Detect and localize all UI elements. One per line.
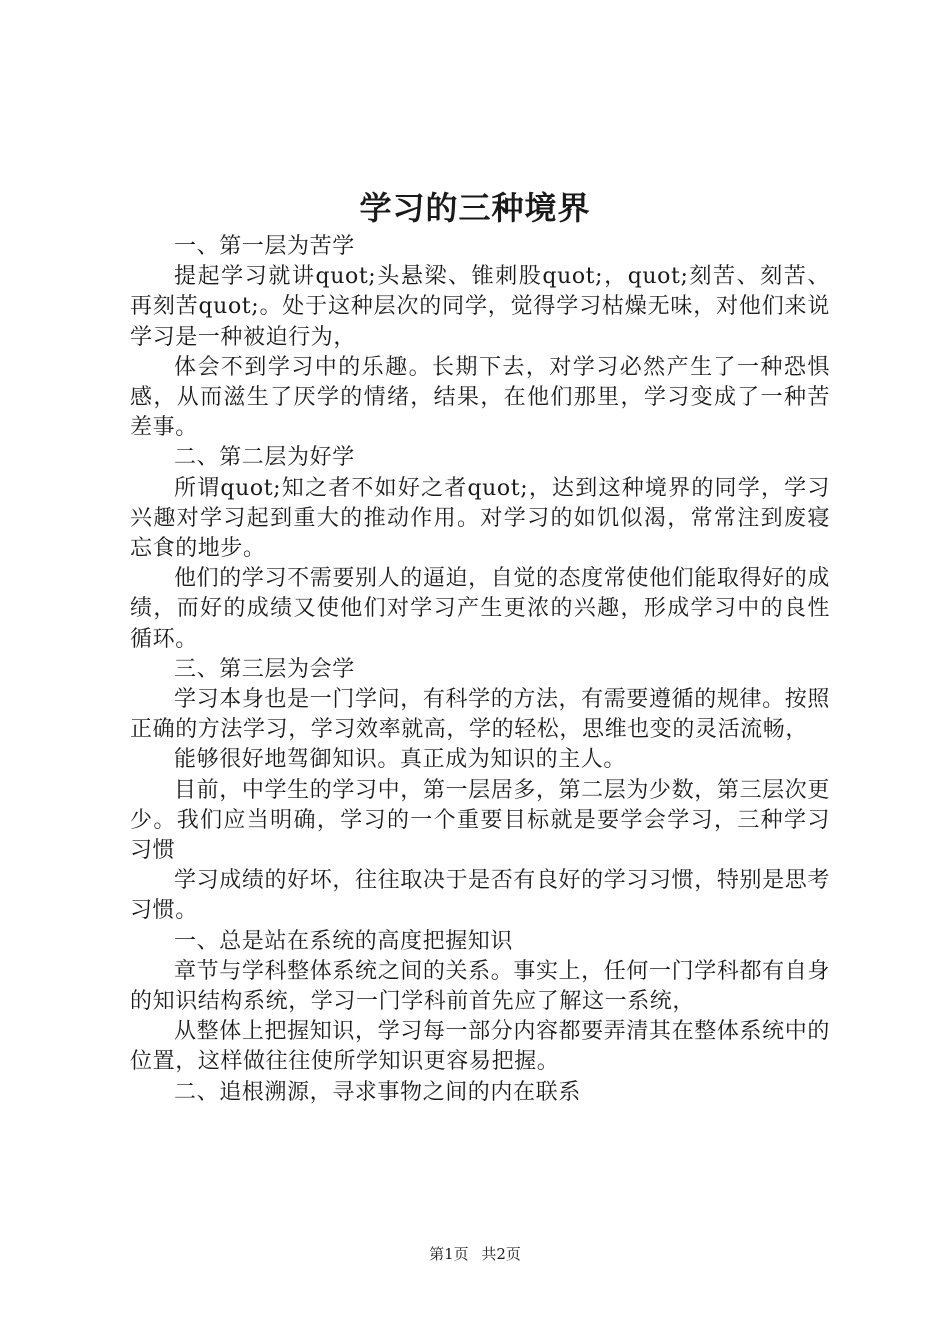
paragraph: 体会不到学习中的乐趣。长期下去，对学习必然产生了一种恐惧感，从而滋生了厌学的情绪，结果，在他们那里，学习变成了一种苦差事。 [130, 354, 830, 441]
paragraph: 能够很好地驾御知识。真正成为知识的主人。 [174, 747, 627, 773]
page-number: 第1页 [429, 1245, 469, 1263]
paragraph: 目前，中学生的学习中，第一层居多，第二层为少数，第三层次更少。我们应当明确，学习的一个重要目标就是要学会学习，三种学习习惯 [130, 777, 830, 864]
paragraph: 所谓quot;知之者不如好之者quot;，达到这种境界的同学，学习兴趣对学习起到重大的推动作用。对学习的如饥似渴，常常注到废寝忘食的地步。 [130, 475, 830, 562]
paragraph: 一、总是站在系统的高度把握知识 [174, 928, 514, 954]
document-title: 学习的三种境界 [359, 189, 591, 227]
paragraph: 三、第三层为会学 [174, 656, 355, 682]
paragraph: 二、第二层为好学 [174, 445, 355, 471]
paragraph: 二、追根溯源，寻求事物之间的内在联系 [174, 1079, 581, 1105]
paragraph: 章节与学科整体系统之间的关系。事实上，任何一门学科都有自身的知识结构系统，学习一门学科前首先应了解这一系统， [130, 958, 830, 1015]
page-footer [0, 1242, 950, 1266]
document-body [130, 232, 830, 1108]
paragraph: 一、第一层为苦学 [174, 234, 355, 259]
paragraph: 从整体上把握知识，学习每一部分内容都要弄清其在整体系统中的位置，这样做往往使所学知识更容易把握。 [130, 1019, 830, 1075]
paragraph: 提起学习就讲quot;头悬梁、锥刺股quot;，quot;刻苦、刻苦、再刻苦quot;。处于这种层次的同学，觉得学习枯燥无味，对他们来说学习是一种被迫行为， [130, 264, 830, 350]
page-total: 共2页 [481, 1245, 521, 1263]
paragraph: 他们的学习不需要别人的逼迫，自觉的态度常使他们能取得好的成绩，而好的成绩又使他们对学习产生更浓的兴趣，形成学习中的良性循环。 [130, 566, 830, 652]
paragraph: 学习本身也是一门学问，有科学的方法，有需要遵循的规律。按照正确的方法学习，学习效率就高，学的轻松，思维也变的灵活流畅， [130, 687, 830, 743]
paragraph: 学习成绩的好坏，往往取决于是否有良好的学习习惯，特别是思考习惯。 [130, 868, 830, 924]
